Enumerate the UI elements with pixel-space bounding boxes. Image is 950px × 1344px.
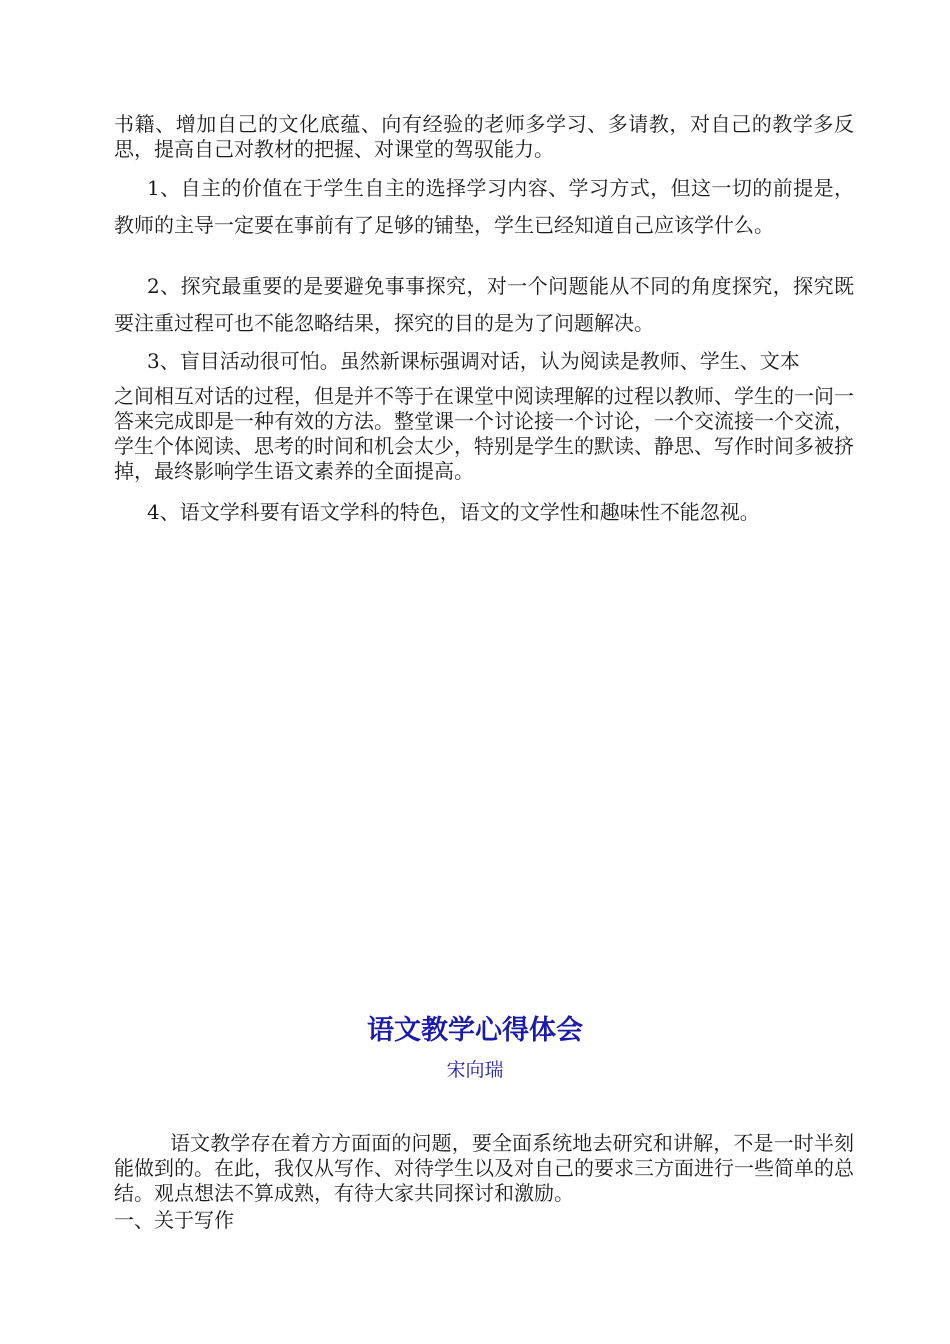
paragraph-item-2: 2、探究最重要的是要避免事事探究，对一个问题能从不同的角度探究，探究既要注重过程可也不能忽略结果，探究的目的是为了问题解决。 [114, 274, 854, 335]
paragraph-item-3-continuation: 之间相互对话的过程，但是并不等于在课堂中阅读理解的过程以教师、学生的一问一答来完成即是一种有效的方法。整堂课一个讨论接一个讨论，一个交流接一个交流，学生个体阅读、思考的时间和机会太少，特别是学生的默读、静思、写作时间多被挤掉，最终影响学生语文素养的全面提高。 [114, 384, 854, 483]
paragraph-item-1: 1、自主的价值在于学生自主的选择学习内容、学习方式，但这一切的前提是，教师的主导一定要在事前有了足够的铺垫，学生已经知道自己应该学什么。 [114, 176, 854, 237]
document-author: 宋向瑞 [446, 1059, 504, 1081]
paragraph-intro: 书籍、增加自己的文化底蕴、向有经验的老师多学习、多请教，对自己的教学多反思，提高自己对教材的把握、对课堂的驾驭能力。 [114, 112, 854, 161]
section-heading-writing: 一、关于写作 [114, 1208, 234, 1232]
paragraph-item-3-first-line: 3、盲目活动很可怕。虽然新课标强调对话，认为阅读是教师、学生、文本 [147, 349, 800, 373]
paragraph-item-4: 4、语文学科要有语文学科的特色，语文的文学性和趣味性不能忽视。 [147, 500, 760, 524]
document-title: 语文教学心得体会 [367, 1015, 583, 1046]
paragraph-page2-intro: 语文教学存在着方方面面的问题，要全面系统地去研究和讲解，不是一时半刻能做到的。在此，我仅从写作、对待学生以及对自己的要求三方面进行一些简单的总结。观点想法不算成熟，有待大家共同探讨和激励。 [114, 1131, 854, 1205]
